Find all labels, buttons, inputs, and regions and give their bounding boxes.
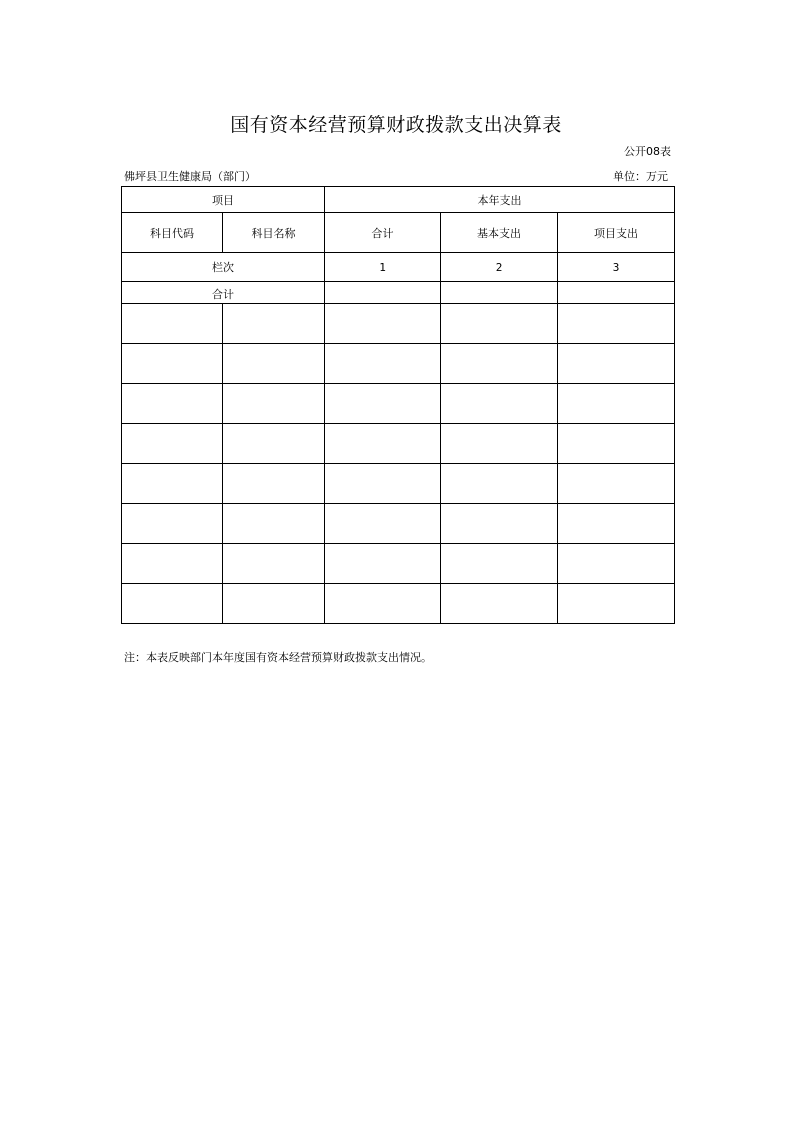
table-cell bbox=[558, 384, 675, 424]
table-cell bbox=[558, 504, 675, 544]
table-cell bbox=[558, 424, 675, 464]
header-basic: 基本支出 bbox=[441, 213, 558, 253]
table-cell bbox=[558, 584, 675, 624]
table-cell bbox=[325, 504, 441, 544]
table-cell bbox=[325, 282, 441, 304]
header-expenditure: 本年支出 bbox=[325, 187, 675, 213]
table-cell bbox=[325, 344, 441, 384]
table-cell bbox=[223, 504, 325, 544]
table-cell bbox=[223, 584, 325, 624]
table-cell bbox=[223, 544, 325, 584]
table-cell bbox=[558, 304, 675, 344]
table-cell bbox=[325, 424, 441, 464]
table-cell bbox=[223, 424, 325, 464]
table-cell bbox=[441, 304, 558, 344]
table-cell bbox=[122, 384, 223, 424]
table-cell bbox=[558, 344, 675, 384]
table-cell bbox=[122, 544, 223, 584]
column-order-label: 栏次 bbox=[122, 253, 325, 282]
table-row bbox=[122, 384, 675, 424]
header-row-1 bbox=[122, 187, 675, 213]
table-cell bbox=[441, 344, 558, 384]
table-cell bbox=[558, 464, 675, 504]
table-row bbox=[122, 304, 675, 344]
table-row bbox=[122, 464, 675, 504]
total-row-label: 合计 bbox=[122, 282, 325, 304]
table-cell bbox=[223, 384, 325, 424]
header-item: 项目 bbox=[122, 187, 325, 213]
column-number-1: 1 bbox=[325, 253, 441, 282]
column-number-3: 3 bbox=[558, 253, 675, 282]
table-cell bbox=[441, 282, 558, 304]
table-cell bbox=[325, 464, 441, 504]
table-row bbox=[122, 344, 675, 384]
table-cell bbox=[441, 384, 558, 424]
table-cell bbox=[122, 304, 223, 344]
expenditure-table bbox=[121, 186, 675, 624]
footnote: 注：本表反映部门本年度国有资本经营预算财政拨款支出情况。 bbox=[124, 651, 432, 664]
table-cell bbox=[122, 584, 223, 624]
table-cell bbox=[325, 304, 441, 344]
table-cell bbox=[325, 544, 441, 584]
column-number-row bbox=[122, 253, 675, 282]
total-row bbox=[122, 282, 675, 304]
header-subject-name: 科目名称 bbox=[223, 213, 325, 253]
table-cell bbox=[122, 504, 223, 544]
table-cell bbox=[441, 544, 558, 584]
table-cell bbox=[223, 344, 325, 384]
column-number-2: 2 bbox=[441, 253, 558, 282]
department-name: 佛坪县卫生健康局（部门） bbox=[124, 170, 256, 183]
table-cell bbox=[441, 464, 558, 504]
table-row bbox=[122, 424, 675, 464]
table-cell bbox=[441, 504, 558, 544]
table-cell bbox=[223, 464, 325, 504]
table-cell bbox=[122, 344, 223, 384]
header-total: 合计 bbox=[325, 213, 441, 253]
unit-label: 单位：万元 bbox=[613, 170, 668, 183]
table-cell bbox=[441, 424, 558, 464]
header-project: 项目支出 bbox=[558, 213, 675, 253]
table-row bbox=[122, 584, 675, 624]
table-cell bbox=[325, 384, 441, 424]
page-title: 国有资本经营预算财政拨款支出决算表 bbox=[230, 114, 562, 136]
table-cell bbox=[122, 464, 223, 504]
table-cell bbox=[558, 544, 675, 584]
table-cell bbox=[223, 304, 325, 344]
table-cell bbox=[441, 584, 558, 624]
header-row-2 bbox=[122, 213, 675, 253]
table-cell bbox=[558, 282, 675, 304]
form-code: 公开08表 bbox=[624, 145, 671, 158]
table-row bbox=[122, 544, 675, 584]
table-row bbox=[122, 504, 675, 544]
table-cell bbox=[325, 584, 441, 624]
header-subject-code: 科目代码 bbox=[122, 213, 223, 253]
table-cell bbox=[122, 424, 223, 464]
